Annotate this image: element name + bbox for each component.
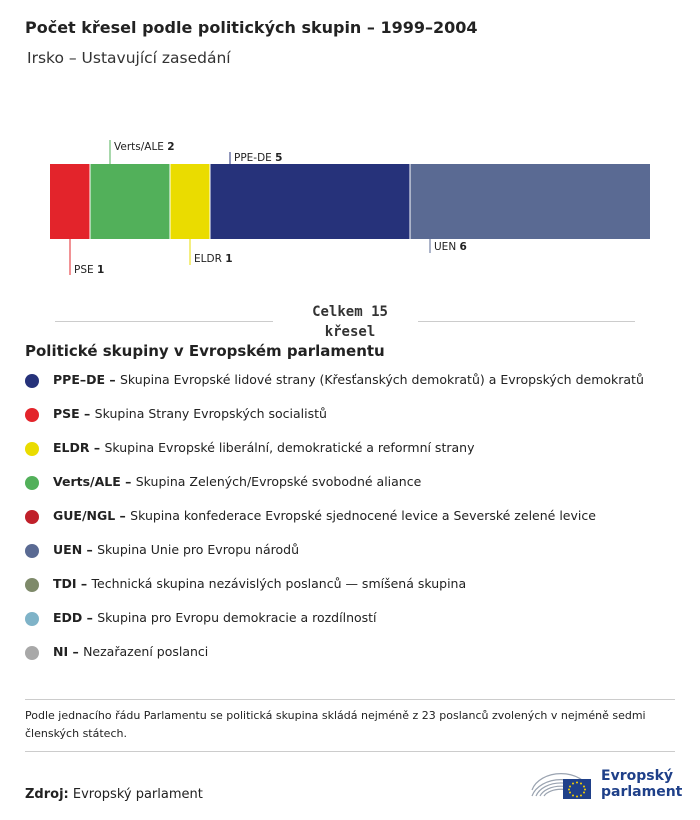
bar-label-name: PSE bbox=[74, 264, 97, 276]
legend-abbr: GUE/NGL – bbox=[53, 508, 131, 523]
legend-description: Skupina Evropské lidové strany (Křesťanských demokratů) a Evropských demokratů bbox=[119, 372, 644, 387]
bar-segment-uen bbox=[410, 164, 650, 239]
legend-abbr: PSE – bbox=[53, 406, 95, 421]
bar-label-ppe-de bbox=[234, 152, 282, 164]
legend-item bbox=[25, 575, 685, 609]
bar-segment-eldr bbox=[170, 164, 210, 239]
legend-abbr: PPE–DE – bbox=[53, 372, 120, 387]
legend-label bbox=[53, 508, 596, 523]
legend-description: Skupina Zelených/Evropské svobodné aliance bbox=[135, 474, 422, 489]
bar-label-verts-ale bbox=[114, 141, 175, 153]
bar-label-value: 6 bbox=[459, 241, 467, 253]
legend-label bbox=[53, 474, 421, 489]
legend-swatch-icon bbox=[25, 578, 39, 592]
bar-segment-verts-ale bbox=[90, 164, 170, 239]
logo-line-1: Evropský bbox=[601, 768, 674, 784]
bar-label-name: UEN bbox=[434, 241, 460, 253]
parliament-hemicycle-icon bbox=[528, 762, 594, 802]
legend-label bbox=[53, 372, 644, 387]
legend bbox=[25, 371, 685, 677]
legend-swatch-icon bbox=[25, 442, 39, 456]
bar-label-value: 5 bbox=[275, 152, 283, 164]
bar-label-value: 1 bbox=[96, 264, 105, 276]
source-value: Evropský parlament bbox=[72, 787, 203, 802]
legend-label bbox=[53, 440, 474, 455]
legend-label bbox=[53, 644, 208, 659]
total-divider-left bbox=[55, 321, 273, 322]
legend-swatch-icon bbox=[25, 646, 39, 660]
legend-abbr: TDI – bbox=[53, 576, 92, 591]
legend-description: Skupina pro Evropu demokracie a rozdílností bbox=[97, 610, 377, 625]
legend-swatch-icon bbox=[25, 510, 39, 524]
legend-swatch-icon bbox=[25, 408, 39, 422]
legend-label bbox=[53, 406, 327, 421]
bar-label-value: 1 bbox=[225, 253, 233, 265]
bar-label-eldr bbox=[194, 253, 233, 265]
legend-swatch-icon bbox=[25, 374, 39, 388]
source-label: Zdroj: bbox=[25, 787, 69, 802]
legend-description: Skupina Evropské liberální, demokratické a reformní strany bbox=[104, 440, 475, 455]
legend-description: Nezařazení poslanci bbox=[83, 644, 209, 659]
legend-swatch-icon bbox=[25, 544, 39, 558]
footer-divider-bottom bbox=[25, 751, 675, 752]
legend-title: Politické skupiny v Evropském parlamentu bbox=[25, 342, 385, 360]
legend-item bbox=[25, 439, 685, 473]
legend-description: Skupina Unie pro Evropu národů bbox=[97, 542, 300, 557]
logo-line-2: parlament bbox=[601, 784, 683, 800]
legend-item bbox=[25, 541, 685, 575]
page-subtitle: Irsko – Ustavující zasedání bbox=[27, 49, 231, 67]
bar-label-pse bbox=[74, 264, 104, 276]
source bbox=[25, 787, 203, 802]
bar-label-uen bbox=[434, 241, 467, 253]
logo-wordmark bbox=[601, 768, 682, 800]
page-title: Počet křesel podle politických skupin – 1999–2004 bbox=[25, 18, 478, 37]
total-seats-count: Celkem 15 bbox=[312, 304, 388, 320]
stacked-bar-chart bbox=[0, 130, 700, 290]
legend-abbr: ELDR – bbox=[53, 440, 105, 455]
legend-swatch-icon bbox=[25, 476, 39, 490]
bar-label-name: PPE-DE bbox=[234, 152, 276, 164]
bar-segment-pse bbox=[50, 164, 90, 239]
total-seats bbox=[275, 302, 425, 342]
legend-item bbox=[25, 609, 685, 643]
footnote: Podle jednacího řádu Parlamentu se politická skupina skládá nejméně z 23 poslanců zvolených v nejméně sedmi členských státech. bbox=[25, 709, 646, 740]
legend-abbr: Verts/ALE – bbox=[53, 474, 136, 489]
legend-abbr: EDD – bbox=[53, 610, 98, 625]
total-seats-unit: křesel bbox=[324, 324, 376, 340]
legend-description: Skupina Strany Evropských socialistů bbox=[94, 406, 327, 421]
legend-label bbox=[53, 610, 377, 625]
legend-item bbox=[25, 371, 685, 405]
legend-swatch-icon bbox=[25, 612, 39, 626]
bar-segment-ppe-de bbox=[210, 164, 410, 239]
legend-item bbox=[25, 507, 685, 541]
total-divider-right bbox=[418, 321, 635, 322]
legend-label bbox=[53, 576, 466, 591]
legend-item bbox=[25, 643, 685, 677]
legend-label bbox=[53, 542, 299, 557]
legend-item bbox=[25, 473, 685, 507]
legend-abbr: UEN – bbox=[53, 542, 98, 557]
bar-label-name: Verts/ALE bbox=[114, 141, 168, 153]
footer-divider-top bbox=[25, 699, 675, 700]
legend-item bbox=[25, 405, 685, 439]
legend-description: Skupina konfederace Evropské sjednocené levice a Severské zelené levice bbox=[130, 508, 596, 523]
european-parliament-logo bbox=[528, 760, 683, 804]
bar-label-name: ELDR bbox=[194, 253, 226, 265]
legend-description: Technická skupina nezávislých poslanců — smíšená skupina bbox=[91, 576, 467, 591]
legend-abbr: NI – bbox=[53, 644, 84, 659]
bar-label-value: 2 bbox=[167, 141, 175, 153]
